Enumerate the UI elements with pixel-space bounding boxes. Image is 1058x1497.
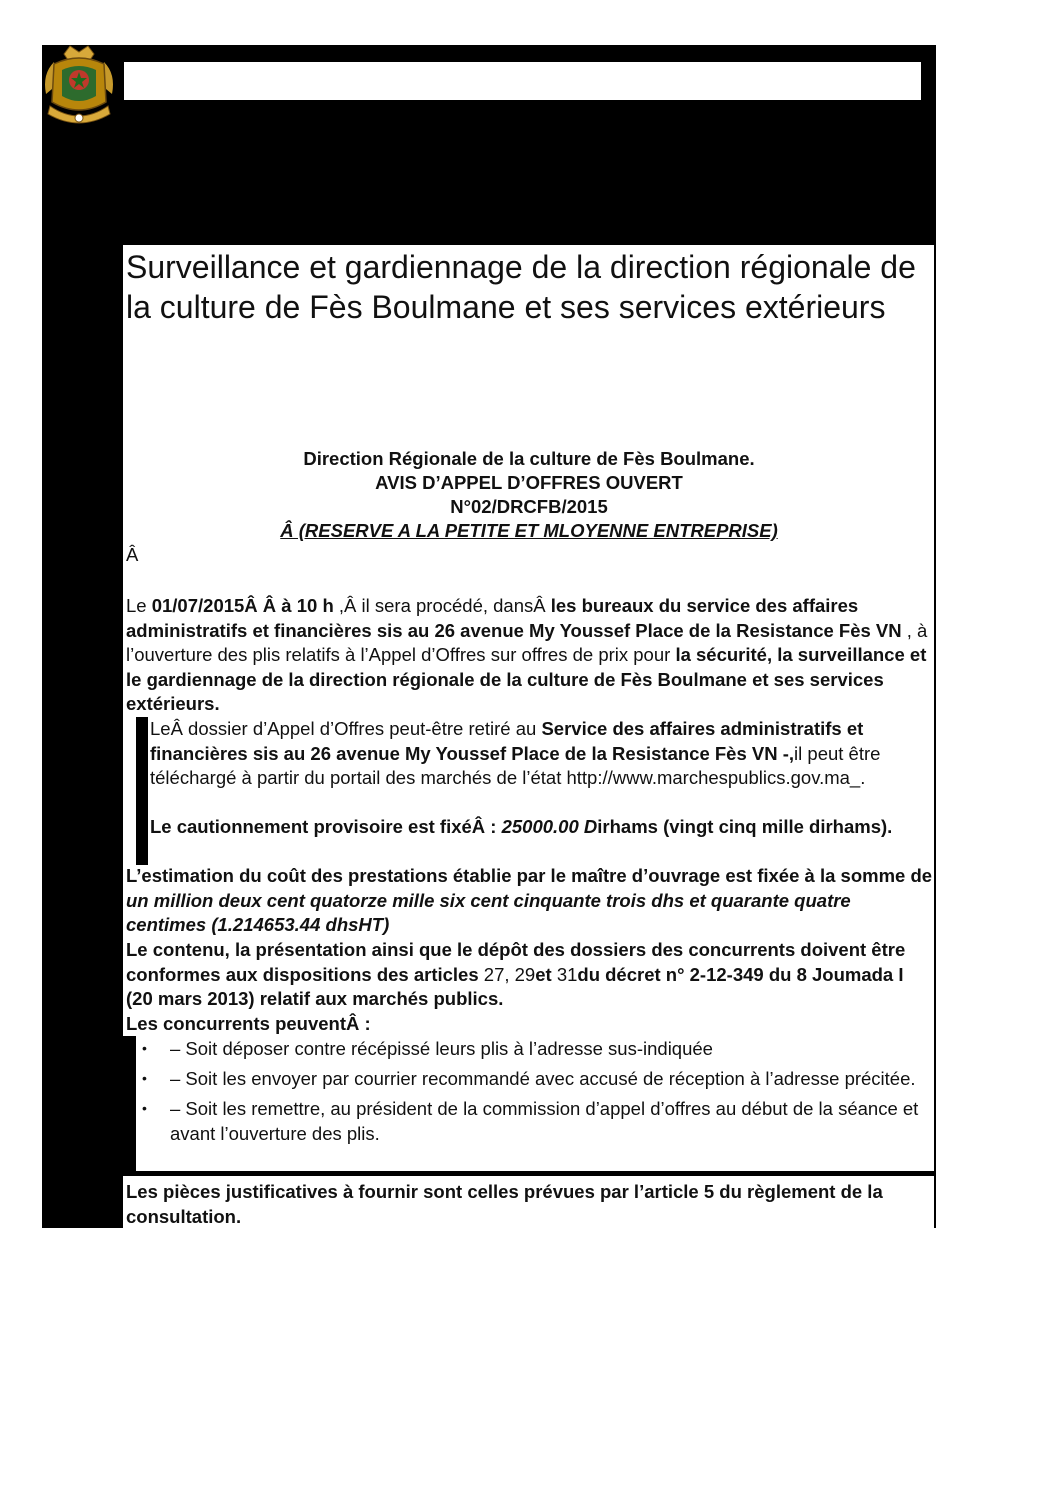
dossier-paragraph	[150, 717, 930, 791]
coat-of-arms-emblem	[40, 44, 118, 128]
submission-options-list	[136, 1036, 934, 1171]
p1-text-3: , à l’ouverture des plis relatifs à l’Appel d’Offres sur offres de prix pour	[126, 619, 928, 666]
reservation-note-text: Â (RESERVE A LA PETITE ET MLOYENNE ENTREPRISE)	[280, 520, 778, 541]
list-item-text: – Soit déposer contre récépissé leurs plis à l’adresse sus-indiquée	[170, 1038, 713, 1059]
header-white-box	[124, 62, 921, 100]
p5-text-3: du décret n° 2-12-349 du 8 Joumada I (20 mars 2013) relatif aux marchés publics.	[126, 963, 904, 1010]
list-item-text: – Soit les envoyer par courrier recommandé avec accusé de réception à l’adresse précitée.	[170, 1068, 916, 1089]
p1-location: les bureaux du service des affaires administratifs et financières sis au 26 avenue My Youssef Place de la Resistance Fès VN	[126, 595, 902, 641]
black-right-border	[934, 245, 936, 1228]
p5-articles-1: 27, 29	[483, 963, 536, 985]
p1-subject: la sécurité, la surveillance et le gardiennage de la direction régionale de la culture de Fès Boulmane et ses services extérieurs.	[126, 644, 927, 715]
p2-text-2: il peut être téléchargé à partir du portail des marchés de l’état http://www.marchespublics.gov.ma_.	[150, 742, 881, 789]
black-left-border	[42, 245, 123, 1228]
list-marker-bar	[123, 1036, 136, 1171]
stray-character: Â	[126, 544, 139, 565]
issuer-heading: Direction Régionale de la culture de Fès Boulmane.	[303, 448, 755, 469]
p3-amount: 25000.00 D	[501, 816, 598, 837]
p3-text-2: irhams (vingt cinq mille dirhams).	[597, 816, 893, 837]
p1-text-1: Le	[126, 595, 152, 616]
bullet-icon: •	[142, 1040, 147, 1056]
p5-text-2: et	[535, 963, 557, 985]
list-item	[136, 1066, 934, 1091]
conformity-paragraph	[126, 938, 932, 1012]
p1-text-2: ,Â il sera procédé, dansÂ	[333, 595, 551, 616]
list-item-text: – Soit les remettre, au président de la commission d’appel d’offres au début de la séance et avant l’ouverture des plis.	[170, 1098, 919, 1144]
notice-heading: AVIS D’APPEL D’OFFRES OUVERT	[375, 472, 683, 493]
competitors-heading: Les concurrents peuventÂ :	[126, 1013, 371, 1034]
p3-text-1: Le cautionnement provisoire est fixéÂ :	[150, 816, 502, 837]
p5-text-1: Le contenu, la présentation ainsi que le dépôt des dossiers des concurrents doivent être conformes aux dispositions des articles	[126, 939, 906, 985]
p5-articles-2: 31	[556, 963, 578, 985]
notice-number: N°02/DRCFB/2015	[450, 496, 608, 517]
p2-text-1: LeÂ dossier d’Appel d’Offres peut-être retiré au	[150, 718, 542, 739]
horizontal-divider	[123, 1171, 936, 1176]
p4-text-1: L’estimation du coût des prestations établie par le maître d’ouvrage est fixée à la somme de	[126, 865, 933, 886]
p2-service: Service des affaires administratifs et financières sis au 26 avenue My Youssef Place de la Resistance Fès VN -,	[150, 718, 864, 764]
p4-amount: un million deux cent quatorze mille six cent cinquante trois dhs et quarante quatre centimes (1.214653.44 dhsHT)	[126, 889, 851, 936]
p1-date: 01/07/2015Â Â à 10 h	[151, 595, 334, 616]
indent-marker-bar	[136, 717, 148, 865]
bullet-icon: •	[142, 1070, 147, 1086]
reservation-note	[126, 519, 932, 543]
estimate-paragraph	[126, 864, 934, 938]
list-item	[136, 1036, 934, 1061]
documents-paragraph: Les pièces justificatives à fournir sont celles prévues par l’article 5 du règlement de la consultation.	[126, 1181, 883, 1227]
list-item	[136, 1096, 934, 1146]
page-title: Surveillance et gardiennage de la direction régionale de la culture de Fès Boulmane et ses services extérieurs	[126, 249, 916, 325]
guarantee-paragraph	[150, 815, 930, 840]
opening-paragraph	[126, 594, 932, 717]
bullet-icon: •	[142, 1100, 147, 1116]
